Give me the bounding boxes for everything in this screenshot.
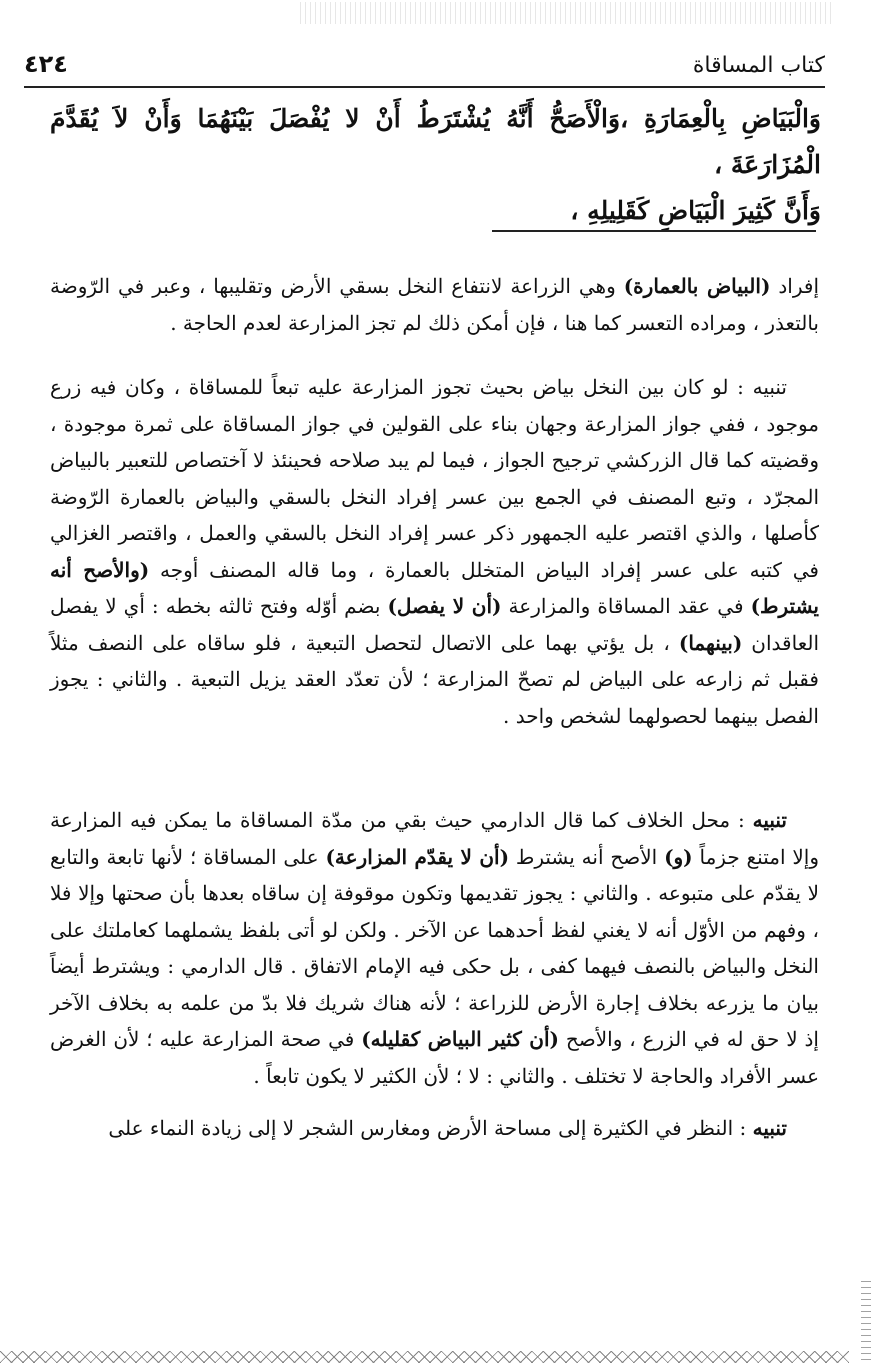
commentary-paragraph bbox=[50, 802, 819, 1094]
text-run: الأصح أنه يشترط bbox=[509, 844, 665, 869]
matn-line: وَأَنَّ كَثِيرَ الْبَيَاضِ كَقَلِيلِهِ ، bbox=[570, 196, 821, 225]
text-run: وهي الزراعة لانتفاع النخل بسقي الأرض وتقليبها ، وعبر في الرّوضة بالتعذر ، ومراده التعسر كما هنا ، فإن أمكن ذلك لم تجز المزارعة لعدم الحاجة . bbox=[50, 274, 819, 335]
bold-quote: (أن لا يقدّم المزارعة) bbox=[325, 844, 510, 869]
commentary-paragraph bbox=[50, 268, 819, 341]
decorative-border bbox=[0, 1351, 849, 1363]
commentary-paragraph bbox=[50, 1110, 819, 1147]
matn-text bbox=[50, 96, 821, 234]
text-run: ، بل يؤتي بهما على الاتصال لتحصل التبعية ، فلو ساقاه على النصف مثلاً فقبل ثم زارعه على البياض لم تصحّ المزارعة ؛ لأن تعدّد العقد يزيل التبعية . والثاني : يجوز الفصل بينهما لحصولهما لشخص واحد . bbox=[50, 630, 819, 728]
page-header bbox=[24, 36, 825, 78]
bold-quote: (بينهما) bbox=[678, 630, 743, 655]
text-run: في عقد المساقاة والمزارعة bbox=[501, 594, 751, 618]
bold-quote: تنبيه bbox=[752, 808, 787, 832]
matn-line: وَالْبَيَاضِ بِالْعِمَارَةِ ،وَالْأَصَحُّ أَنَّهُ يُشْتَرَطُ أَنْ لا يُفْصَلَ بَيْنَهُمَا وَأَنْ لاَ يُقَدَّمَ الْمُزَارَعَةَ ، bbox=[50, 104, 821, 179]
bold-quote: تنبيه bbox=[752, 1116, 787, 1140]
scan-border bbox=[861, 1280, 871, 1360]
text-run: إفراد bbox=[770, 274, 820, 298]
commentary-text bbox=[50, 268, 819, 1147]
page-number: ٤٢٤ bbox=[24, 50, 68, 78]
scan-noise bbox=[300, 2, 833, 24]
separator-rule bbox=[492, 230, 816, 232]
text-run: بضم أوّله وفتح ثالثه بخطه : أي لا يفصل العاقدان bbox=[50, 594, 820, 655]
header-rule bbox=[24, 86, 825, 88]
bold-quote: (البياض بالعمارة) bbox=[623, 274, 771, 298]
text-run: : محل الخلاف كما قال الدارمي حيث بقي من مدّة المساقاة ما يمكن فيه المزارعة وإلا امتنع جزماً bbox=[50, 808, 819, 869]
bold-quote: (والأصح أنه يشترط) bbox=[50, 557, 819, 618]
chapter-title: كتاب المساقاة bbox=[692, 53, 825, 78]
text-run: تنبيه : لو كان بين النخل بياض بحيث تجوز المزارعة عليه تبعاً للمساقاة ، وكان فيه زرع موجود ، ففي جواز المزارعة وجهان بناء على القولين في جواز المساقاة على ثمرة موجودة ، وقضيته كما قال الزركشي ترجيح الجواز ، فيما لم يبد صلاحه فحينئذ لا آختصاص للتعبير بالبياض المجرّد ، وتبع المصنف في الجمع بين عسر إفراد النخل بالسقي والبياض بالعمارة الرّوضة كأصلها ، والذي اقتصر عليه الجمهور ذكر عسر إفراد النخل بالسقي والعمل ، واقتصر الغزالي في كتبه على عسر إفراد البياض المتخلل بالعمارة ، وما قاله المصنف أوجه bbox=[50, 375, 819, 582]
text-run: على المساقاة ؛ لأنها تابعة والتابع لا يقدّم على متبوعه . والثاني : يجوز تقديمها وتكون موقوفة إن ساقاه بعدها بأن صحتها وإلا فلا ، وفهم من الأوّل أنه لا يغني لفظ أحدهما عن الآخر . ولكن لو أتى بلفظ يشملهما كعاملتك على النخل والبياض بالنصف فيهما كفى ، بل حكى فيه الإمام الاتفاق . قال الدارمي : ويشترط أيضاً بيان ما يزرعه بخلاف إجارة الأرض للزراعة ؛ لأنه هناك شريك فلا بدّ من علمه به بخلاف الآخر إذ لا حق له في الزرع ، والأصح bbox=[50, 844, 819, 1051]
bold-quote: (أن لا يفصل) bbox=[387, 594, 502, 618]
bold-quote: (أن كثير البياض كقليله) bbox=[361, 1027, 559, 1051]
text-run: : النظر في الكثيرة إلى مساحة الأرض ومغارس الشجر لا إلى زيادة النماء على bbox=[108, 1116, 753, 1140]
bold-quote: (و) bbox=[664, 844, 693, 869]
text-run: في صحة المزارعة عليه ؛ لأن الغرض عسر الأفراد والحاجة لا تختلف . والثاني : لا ؛ لأن الكثير لا يكون تابعاً . bbox=[50, 1027, 819, 1088]
commentary-paragraph bbox=[50, 369, 819, 734]
